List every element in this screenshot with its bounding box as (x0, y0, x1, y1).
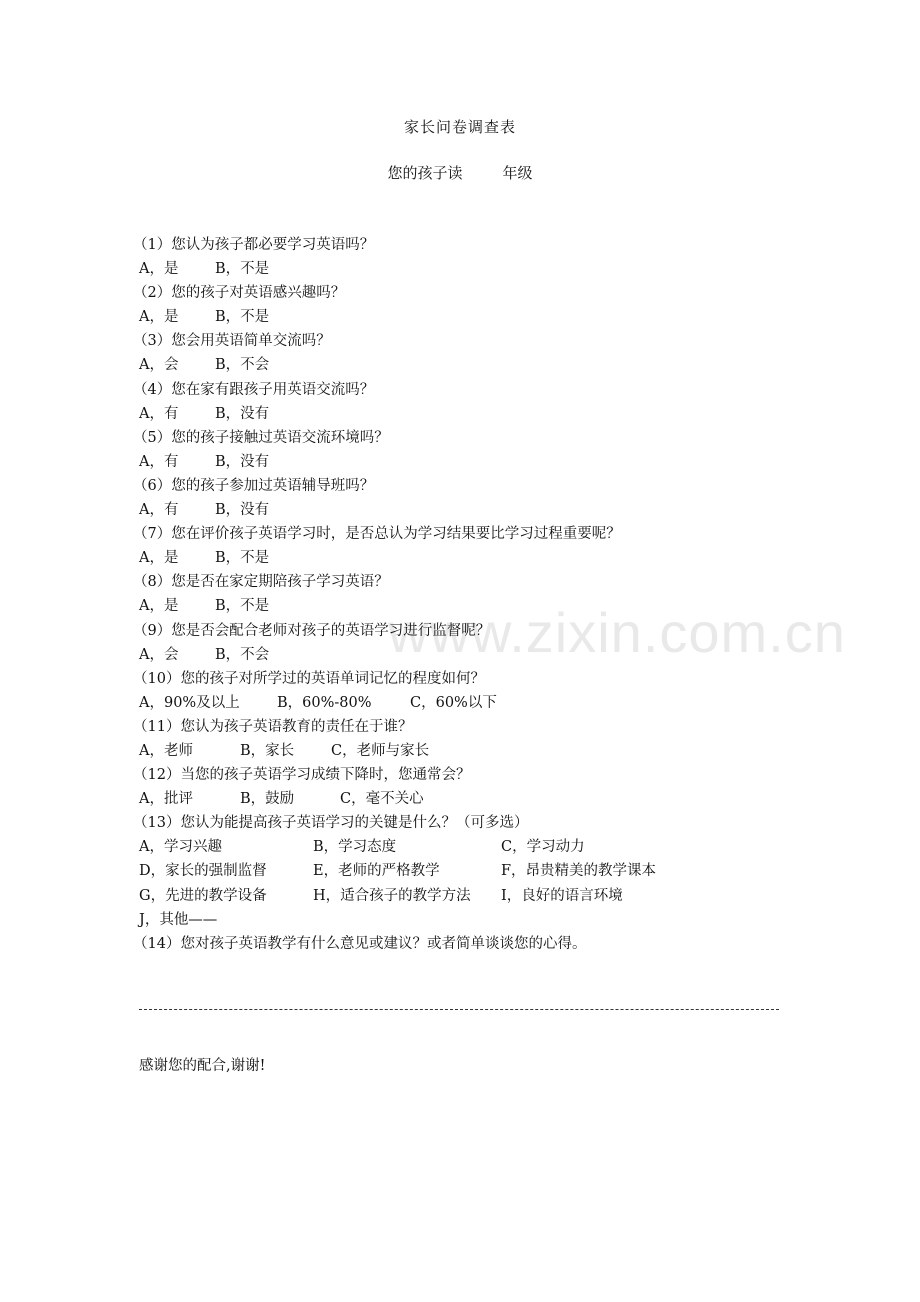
option-7b: B，不是 (215, 550, 270, 567)
options-11 (139, 739, 799, 763)
question-11: （11）您认为孩子英语教育的责任在于谁？ (133, 718, 413, 735)
options-13-row-2 (139, 859, 799, 883)
option-13a: A，学习兴趣 (139, 839, 222, 856)
question-7: （7）您在评价孩子英语学习时，是否总认为学习结果要比学习过程重要呢？ (133, 526, 621, 543)
options-4 (139, 402, 799, 426)
option-10c: C，60%以下 (410, 694, 497, 711)
option-6b: B，没有 (215, 502, 270, 519)
thanks-note: 感谢您的配合,谢谢! (139, 1058, 266, 1074)
option-4a: A，有 (139, 405, 179, 422)
option-13e: E，老师的严格教学 (313, 863, 440, 880)
option-9a: A，会 (139, 646, 179, 663)
option-2a: A，是 (139, 309, 179, 326)
option-12a: A，批评 (139, 791, 193, 808)
option-7a: A，是 (139, 550, 179, 567)
grade-prefix: 您的孩子读 (387, 164, 463, 182)
question-14: （14）您对孩子英语教学有什么意见或建议？或者简单谈谈您的心得。 (133, 935, 587, 952)
question-6: （6）您的孩子参加过英语辅导班吗？ (133, 477, 375, 494)
option-1b: B，不是 (215, 261, 270, 278)
options-8 (139, 594, 799, 618)
options-9 (139, 643, 799, 667)
option-11c: C，老师与家长 (331, 742, 430, 759)
question-3: （3）您会用英语简单交流吗？ (133, 333, 331, 350)
option-13f: F，昂贵精美的教学课本 (501, 863, 657, 880)
option-4b: B，没有 (215, 405, 270, 422)
grade-line (0, 162, 920, 183)
grade-suffix: 年级 (502, 164, 533, 182)
option-13i: I，良好的语言环境 (501, 887, 623, 904)
option-10a: A，90%及以上 (139, 694, 240, 711)
option-5b: B，没有 (215, 453, 270, 470)
page-title: 家长问卷调查表 (403, 118, 516, 136)
option-5a: A，有 (139, 453, 179, 470)
question-4: （4）您在家有跟孩子用英语交流吗？ (133, 381, 375, 398)
option-11b: B，家长 (240, 742, 295, 759)
option-13j: J，其他—— (139, 911, 218, 928)
option-10b: B，60%-80% (277, 694, 372, 711)
option-13g: G，先进的教学设备 (139, 887, 267, 904)
option-6a: A，有 (139, 502, 179, 519)
option-8a: A，是 (139, 598, 179, 615)
option-11a: A，老师 (139, 742, 193, 759)
options-2 (139, 305, 799, 329)
options-13-row-4 (139, 908, 799, 932)
option-2b: B，不是 (215, 309, 270, 326)
question-8: （8）您是否在家定期陪孩子学习英语？ (133, 574, 389, 591)
question-2: （2）您的孩子对英语感兴趣吗？ (133, 285, 346, 302)
option-13d: D，家长的强制监督 (139, 863, 267, 880)
options-7 (139, 546, 799, 570)
question-9: （9）您是否会配合老师对孩子的英语学习进行监督呢？ (133, 622, 491, 639)
options-3 (139, 353, 799, 377)
options-1 (139, 257, 799, 281)
question-13: （13）您认为能提高孩子英语学习的关键是什么？（可多选） (133, 815, 529, 832)
watermark: www.zixin.com.cn (388, 601, 846, 664)
option-3b: B，不会 (215, 357, 270, 374)
option-13c: C，学习动力 (501, 839, 585, 856)
question-5: （5）您的孩子接触过英语交流环境吗？ (133, 429, 389, 446)
option-13h: H，适合孩子的教学方法 (313, 887, 471, 904)
option-8b: B，不是 (215, 598, 270, 615)
options-13-row-3 (139, 884, 799, 908)
question-1: （1）您认为孩子都必要学习英语吗？ (133, 237, 375, 253)
option-1a: A，是 (139, 261, 179, 278)
answer-divider (139, 1009, 779, 1010)
option-3a: A，会 (139, 357, 179, 374)
option-12b: B，鼓励 (240, 791, 295, 808)
option-13b: B，学习态度 (313, 839, 397, 856)
option-12c: C，毫不关心 (340, 791, 424, 808)
question-10: （10）您的孩子对所学过的英语单词记忆的程度如何？ (133, 670, 485, 687)
options-10 (139, 691, 799, 715)
options-13-row-1 (139, 835, 799, 859)
options-5 (139, 450, 799, 474)
option-9b: B，不会 (215, 646, 270, 663)
question-12: （12）当您的孩子英语学习成绩下降时，您通常会？ (133, 767, 471, 784)
options-6 (139, 498, 799, 522)
options-12 (139, 787, 799, 811)
question-list (133, 233, 799, 956)
